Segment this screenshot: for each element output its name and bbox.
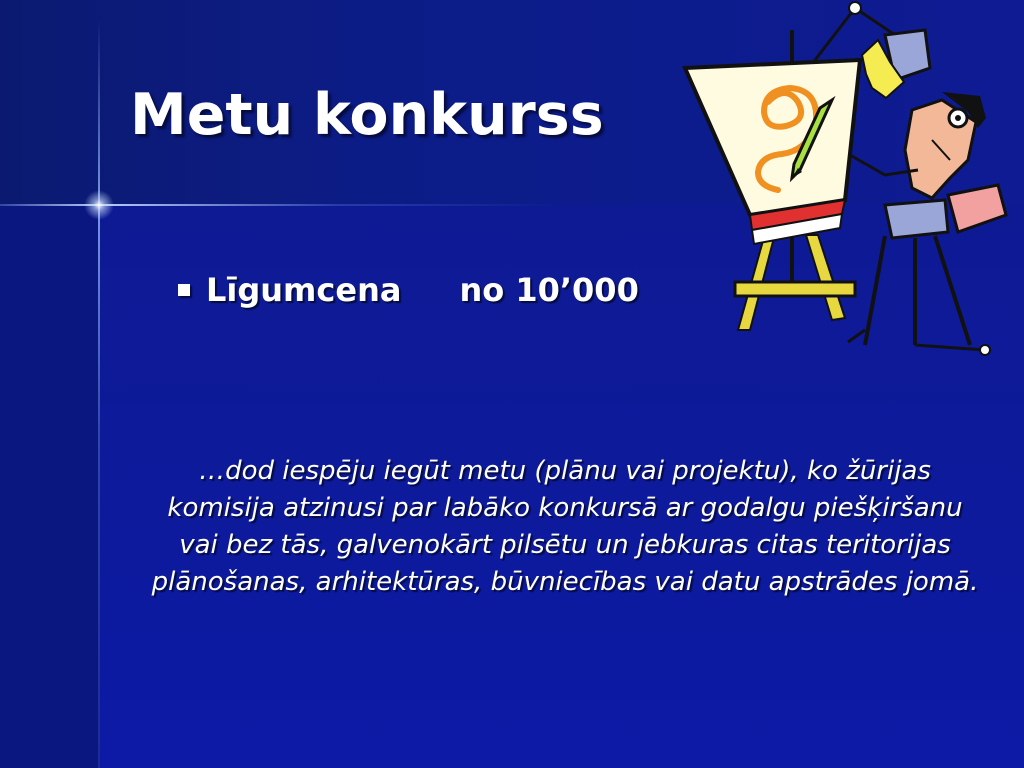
decorative-star-icon bbox=[84, 190, 114, 220]
bullet-item bbox=[178, 268, 639, 312]
artist-easel-clipart-icon bbox=[680, 0, 1024, 370]
body-paragraph: …dod iespēju iegūt metu (plānu vai projektu), ko žūrijas komisija atzinusi par labāko konkursā ar godalgu piešķiršanu vai bez tās, galvenokārt pilsētu un jebkuras citas teritorijas plānošanas, arhitektūras, būvniecības vai datu apstrādes jomā. bbox=[151, 456, 979, 597]
bullet-square-icon bbox=[178, 284, 190, 296]
left-background-band bbox=[0, 205, 100, 768]
bullet-term: Līgumcena bbox=[206, 271, 402, 309]
vertical-accent-line bbox=[98, 20, 100, 768]
slide-title: Metu konkurss bbox=[130, 82, 604, 148]
bullet-value: no 10’000 bbox=[459, 271, 639, 309]
